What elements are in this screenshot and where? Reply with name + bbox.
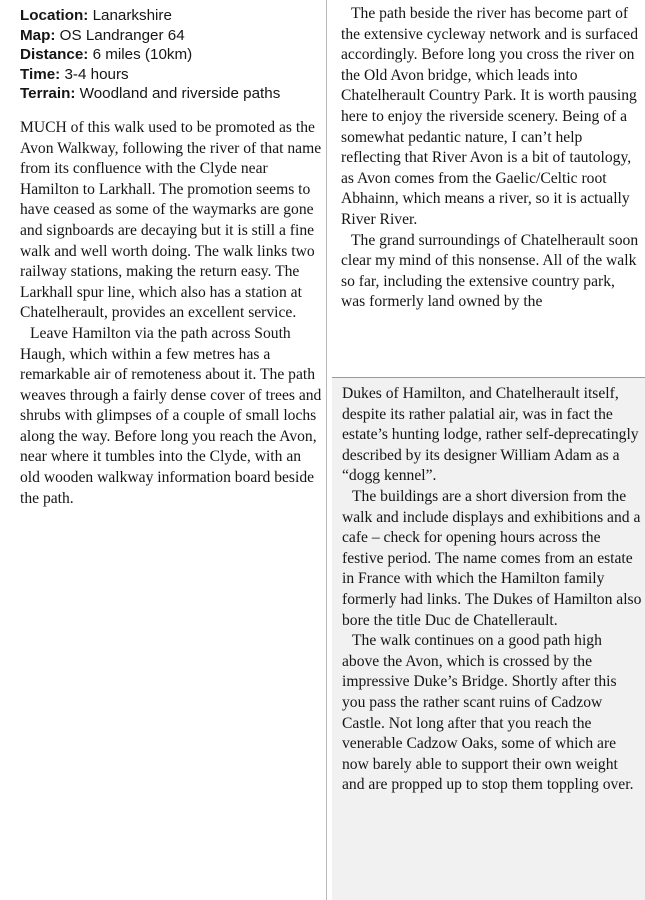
fact-label: Terrain: bbox=[20, 85, 76, 103]
section-divider bbox=[332, 377, 645, 378]
fact-value: OS Landranger 64 bbox=[59, 26, 185, 44]
fact-label: Distance: bbox=[20, 46, 89, 64]
fact-value: 6 miles (10km) bbox=[92, 46, 193, 64]
article-paragraph: The path beside the river has become part of the extensive cycleway network and is surfaced accordingly. Before long you cross the river on the Old Avon bridge, which leads into Chatelherault Country Park. It is worth pausing here to enjoy the riverside scenery. Being of a somewhat pedantic nature, I can’t help reflecting that River Avon is a bit of tautology, as Avon comes from the Gaelic/Celtic root Abhainn, which means a river, so it is actually River River. bbox=[341, 5, 639, 228]
left-column bbox=[20, 6, 324, 509]
right-column-bottom-panel bbox=[332, 377, 645, 900]
article-paragraph: Leave Hamilton via the path across South Haugh, which within a few metres has a remarkable air of remoteness about it. The path weaves through a fairly dense cover of trees and shrubs with glimpses of a couple of small lochs along the way. Before long you reach the Avon, near where it tumbles into the Clyde, with an old wooden walkway information board beside the path. bbox=[20, 324, 322, 507]
right-column-top bbox=[341, 4, 639, 313]
fact-value: 3-4 hours bbox=[64, 65, 129, 83]
walk-facts-box bbox=[20, 6, 324, 104]
fact-value: Woodland and riverside paths bbox=[79, 85, 281, 103]
left-article-text bbox=[20, 118, 324, 509]
fact-location bbox=[20, 6, 324, 26]
fact-time bbox=[20, 65, 324, 85]
fact-value: Lanarkshire bbox=[92, 7, 172, 24]
article-paragraph: MUCH of this walk used to be promoted as the Avon Walkway, following the river of that name from its confluence with the Clyde near Hamilton to Larkhall. The promotion seems to have ceased as some of the waymarks are gone and signboards are decaying but it is still a fine walk and well worth doing. The walk links two railway stations, making the return easy. The Larkhall spur line, which also has a station at Chatelherault, provides an excellent service. bbox=[20, 118, 322, 322]
article-paragraph: The grand surroundings of Chatelherault soon clear my mind of this nonsense. All of the walk so far, including the extensive country park, was formerly land owned by the bbox=[341, 231, 639, 311]
article-paragraph: The buildings are a short diversion from the walk and include displays and exhibitions and a cafe – check for opening hours across the festive period. The name comes from an estate in France with which the Hamilton family formerly had links. The Dukes of Hamilton also bore the title Duc de Chatellerault. bbox=[342, 487, 642, 629]
fact-distance bbox=[20, 45, 324, 65]
right-column-bottom-text bbox=[332, 377, 645, 796]
fact-label: Location: bbox=[20, 7, 89, 24]
column-divider bbox=[326, 0, 327, 900]
fact-map bbox=[20, 26, 324, 46]
fact-label: Map: bbox=[20, 26, 56, 44]
article-paragraph: The walk continues on a good path high above the Avon, which is crossed by the impressive Duke’s Bridge. Shortly after this you pass the rather scant ruins of Cadzow Castle. Not long after that you reach the venerable Cadzow Oaks, some of which are now barely able to support their own weight and are propped up to stop them toppling over. bbox=[342, 632, 634, 794]
fact-label: Time: bbox=[20, 65, 61, 83]
article-paragraph: Dukes of Hamilton, and Chatelherault itself, despite its rather palatial air, was in fact the estate’s hunting lodge, rather self-deprecatingly described by its designer William Adam as a “dogg kennel”. bbox=[342, 385, 639, 485]
fact-terrain bbox=[20, 84, 324, 104]
